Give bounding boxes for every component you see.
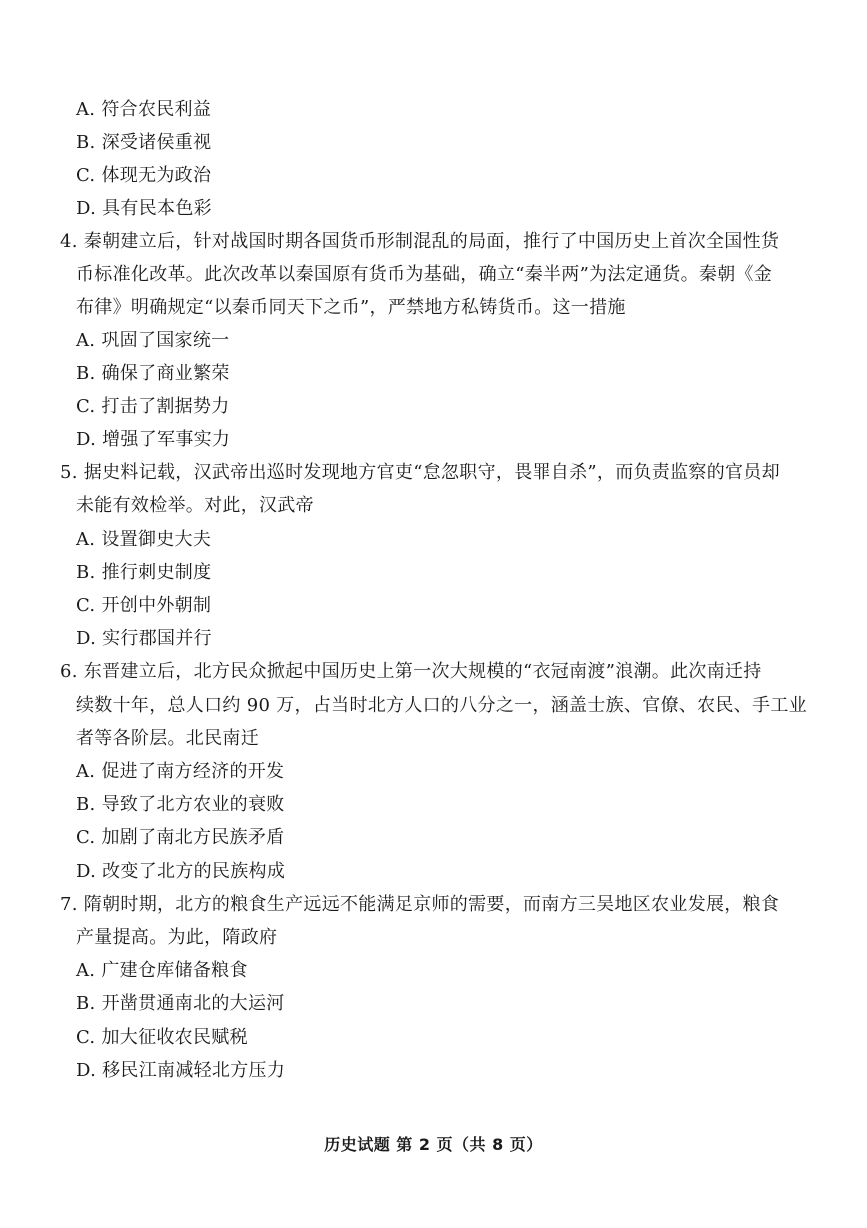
q4-stem-line-2: 币标准化改革。此次改革以秦国原有货币为基础，确立“秦半两”为法定通货。秦朝《金 xyxy=(76,264,773,285)
q7-option-a: A. 广建仓库储备粮食 xyxy=(76,960,248,981)
q4-option-d: D. 增强了军事实力 xyxy=(76,429,231,450)
q4-option-c: C. 打击了割据势力 xyxy=(76,396,230,417)
q7-stem-line-1: 7. 隋朝时期，北方的粮食生产远远不能满足京师的需要，而南方三吴地区农业发展，粮食 xyxy=(60,894,780,915)
q3-option-d: D. 具有民本色彩 xyxy=(76,198,212,219)
q6-option-a: A. 促进了南方经济的开发 xyxy=(76,761,285,782)
q6-option-c: C. 加剧了南北方民族矛盾 xyxy=(76,827,285,848)
q4-option-a: A. 巩固了国家统一 xyxy=(76,330,230,351)
q5-option-d: D. 实行郡国并行 xyxy=(76,628,212,649)
q4-stem-line-3: 布律》明确规定“以秦币同天下之币”，严禁地方私铸货币。这一措施 xyxy=(76,297,626,318)
q4-stem-line-1: 4. 秦朝建立后，针对战国时期各国货币形制混乱的局面，推行了中国历史上首次全国性货 xyxy=(60,231,780,252)
q3-option-a: A. 符合农民利益 xyxy=(76,99,212,120)
q3-option-b: B. 深受诸侯重视 xyxy=(76,132,212,153)
q6-stem-line-3: 者等各阶层。北民南迁 xyxy=(76,728,259,749)
q5-option-c: C. 开创中外朝制 xyxy=(76,595,212,616)
q7-option-d: D. 移民江南减轻北方压力 xyxy=(76,1060,286,1081)
page-footer: 历史试题 第 2 页（共 8 页） xyxy=(324,1135,543,1154)
q6-option-d: D. 改变了北方的民族构成 xyxy=(76,861,286,882)
q7-stem-line-2: 产量提高。为此，隋政府 xyxy=(76,927,278,948)
q5-option-a: A. 设置御史大夫 xyxy=(76,529,212,550)
q4-option-b: B. 确保了商业繁荣 xyxy=(76,363,230,384)
q6-stem-line-1: 6. 东晋建立后，北方民众掀起中国历史上第一次大规模的“衣冠南渡”浪潮。此次南迁持 xyxy=(60,661,762,682)
q7-option-b: B. 开凿贯通南北的大运河 xyxy=(76,993,285,1014)
q5-option-b: B. 推行刺史制度 xyxy=(76,562,212,583)
q6-option-b: B. 导致了北方农业的衰败 xyxy=(76,794,285,815)
q3-option-c: C. 体现无为政治 xyxy=(76,165,212,186)
q5-stem-line-1: 5. 据史料记载，汉武帝出巡时发现地方官吏“怠忽职守，畏罪自杀”，而负责监察的官员却 xyxy=(60,462,780,483)
q6-stem-line-2: 续数十年，总人口约 90 万，占当时北方人口的八分之一，涵盖士族、官僚、农民、手工业 xyxy=(76,695,807,716)
q7-option-c: C. 加大征收农民赋税 xyxy=(76,1027,248,1048)
q5-stem-line-2: 未能有效检举。对此，汉武帝 xyxy=(76,495,314,516)
